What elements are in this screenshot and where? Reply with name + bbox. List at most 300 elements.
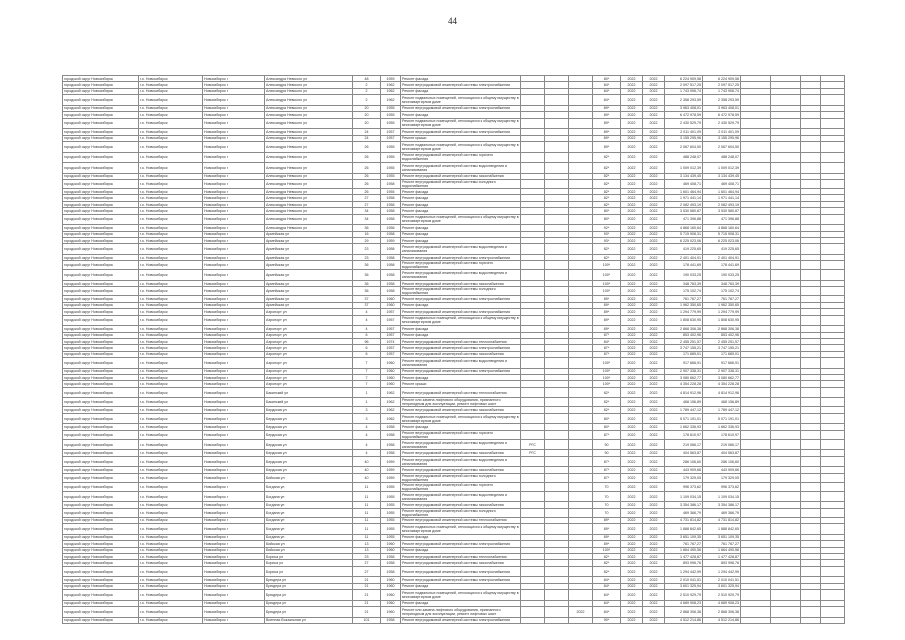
table-cell: 917 666,91 [665,358,703,369]
table-cell: 11 [353,491,381,502]
table-cell: Брюдера ул [265,600,353,606]
table-cell [545,617,569,623]
table-cell: 1958 [381,231,401,237]
table-cell: Новосибирск г [203,302,265,308]
table-cell: Новосибирск г [203,517,265,523]
table-cell [569,439,593,450]
table-cell: 2022 [621,368,643,374]
table-cell: 100* [593,270,621,281]
table-cell [521,315,545,326]
table-cell: 40 [353,456,381,467]
table-cell: Новосибирск г [203,326,265,332]
table-cell: 3 134 439,45 [665,173,703,179]
table-cell [741,180,771,189]
table-cell [521,430,545,439]
table-cell [801,214,821,225]
table-cell: городской округ Новосибирск [63,560,139,566]
table-cell: городской округ Новосибирск [63,189,139,195]
table-cell [801,118,821,129]
table-cell [521,287,545,296]
table-cell: 27 [353,195,381,201]
table-cell: 2022 [643,375,665,381]
table-cell: 1957 [381,351,401,357]
table-cell: 1955 [381,163,401,174]
table-cell: 3 651 109,35 [665,534,703,540]
table-cell: Новосибирск г [203,135,265,141]
table-cell: 4 [353,315,381,326]
table-cell: 89* [593,135,621,141]
table-cell: 4 868 160,64 [703,225,741,231]
table-cell: 89* [593,315,621,326]
table-cell: 3 155 295,96 [665,135,703,141]
table-cell: 2022 [643,450,665,456]
table-cell: 2022 [643,225,665,231]
table-cell: 2022 [621,607,643,618]
table-cell: городской округ Новосибирск [63,473,139,482]
table-body [63,76,845,624]
table-cell: 2022 [621,261,643,270]
table-cell: 2022 [643,600,665,606]
table-cell: 84* [593,577,621,583]
table-cell [569,163,593,174]
table-cell: 2022 [643,214,665,225]
table-cell [545,524,569,535]
table-cell [771,482,801,491]
table-cell: 1 789 447,12 [665,407,703,413]
table-cell: Ремонт подвальных помещений, относящихся к общему имуществу в многоквартирном доме [402,590,519,599]
table-cell: Ремонт фасада [401,225,521,231]
table-cell: 84* [593,95,621,106]
table-cell: 1957 [381,315,401,326]
table-row [63,607,845,618]
table-cell: 2022 [569,607,593,618]
table-cell: 80* [593,76,621,82]
table-cell: 1955 [381,534,401,540]
table-cell: 2022 [643,482,665,491]
table-cell: Новосибирск г [203,583,265,589]
table-cell [545,315,569,326]
table-cell: г.о. Новосибирск [139,189,203,195]
table-cell: Ремонт внутридомовой инженерной системы газоснабжения [401,407,521,413]
table-cell: Ремонт внутридомовой инженерной системы водоотведения и канализования [401,358,521,369]
table-cell: Бориса ул [265,560,353,566]
table-cell: 2022 [621,473,643,482]
table-cell: Богдана ул [265,508,353,517]
table-row [63,482,845,491]
table-cell [821,152,845,163]
table-cell [771,607,801,618]
table-cell: 219 066,17 [665,439,703,450]
table-cell: Ремонт фасада [401,547,521,553]
table-cell: 2022 [643,152,665,163]
table-cell [569,118,593,129]
table-cell: 4 354 228,28 [703,381,741,387]
table-cell: Ремонт внутридомовой инженерной системы теплоснабжения [401,387,521,398]
table-cell: 1 664 490,56 [665,547,703,553]
table-cell: 5 715 908,31 [703,231,741,237]
table-cell [801,398,821,407]
table-cell: 2 868 306,38 [703,326,741,332]
table-cell: 1958 [381,439,401,450]
table-cell [545,287,569,296]
table-cell: Ремонт подвальных помещений, относящихся к общему имуществу в многоквартирном доме [402,414,519,423]
table-cell: городской округ Новосибирск [63,302,139,308]
table-cell: 2022 [621,76,643,82]
table-cell: 1955 [381,112,401,118]
table-cell: 2022 [621,351,643,357]
table-cell: г.о. Новосибирск [139,345,203,351]
table-cell: 20 [353,105,381,111]
table-cell: Бийская ул [265,547,353,553]
table-row [63,315,845,326]
table-cell: 4 868 160,64 [665,225,703,231]
table-cell: 996 373,62 [665,482,703,491]
table-cell: 2022 [621,553,643,559]
table-cell [569,214,593,225]
table-cell: 2022 [643,456,665,467]
table-cell: Армейская ул [265,296,353,302]
table-cell: 2022 [643,541,665,547]
table-cell: 1955 [381,508,401,517]
table-cell: 2022 [621,281,643,287]
table-cell: 2022 [643,368,665,374]
table-cell: Ремонт или замена лифтового оборудования, признанного непригодным для эксплуатации, ремонт лифтовых шахт [401,398,521,407]
table-cell: 1958 [381,450,401,456]
table-cell: 92* [593,225,621,231]
table-cell: 1958 [381,553,401,559]
table-cell: г.о. Новосибирск [139,491,203,502]
table-cell: Армейская ул [265,287,353,296]
table-cell: г.о. Новосибирск [139,326,203,332]
table-cell: Ремонт фасада [401,302,521,308]
table-cell: 1 477 428,87 [703,553,741,559]
table-cell: 80* [593,413,621,424]
table-cell: городской округ Новосибирск [63,231,139,237]
table-cell: Ремонт внутридомовой инженерной системы электроснабжения [401,566,521,577]
table-cell: 1960 [381,302,401,308]
table-cell: Новосибирск г [203,375,265,381]
table-cell: 87* [593,345,621,351]
table-cell: 469 366,79 [665,508,703,517]
table-cell: 84* [593,607,621,618]
table-cell: 1 009 012,39 [703,163,741,174]
table-cell [821,398,845,407]
table-cell: г.о. Новосибирск [139,541,203,547]
table-cell: г.о. Новосибирск [139,398,203,407]
table-cell: 1958 [381,180,401,189]
table-cell: 761 767,27 [703,541,741,547]
table-cell: 23 [353,553,381,559]
table-cell: 100* [593,375,621,381]
table-cell [821,387,845,398]
table-cell: 1 009 012,39 [665,163,703,174]
table-cell: Новосибирск г [203,281,265,287]
table-cell: 1960 [381,607,401,618]
table-cell: Новосибирск г [203,255,265,261]
table-cell [801,152,821,163]
table-cell: Ремонт внутридомовой инженерной системы электроснабжения [401,129,521,135]
table-cell: 7 [353,368,381,374]
table-cell: 2022 [643,105,665,111]
table-cell: городской округ Новосибирск [63,261,139,270]
table-cell: Армейская ул [265,270,353,281]
table-cell [821,118,845,129]
table-cell: Армейская ул [265,238,353,244]
table-cell: Ремонт внутридомовой инженерной системы газоснабжения [401,502,521,508]
table-cell [771,141,801,152]
table-cell: 2 868 306,38 [665,326,703,332]
table-cell: г.о. Новосибирск [139,255,203,261]
table-cell [569,180,593,189]
table-cell: 20 [353,118,381,129]
table-cell: 1974 [381,338,401,344]
table-cell: 1 743 906,74 [703,88,741,94]
table-cell [521,473,545,482]
table-cell [521,456,545,467]
table-cell: Ремонт внутридомовой инженерной системы горячего водоснабжения [401,482,521,491]
table-cell: 2022 [621,600,643,606]
table-cell: 2022 [621,560,643,566]
table-cell: городской округ Новосибирск [63,225,139,231]
table-cell [741,398,771,407]
table-cell: Ремонт внутридомовой инженерной системы электроснабжения [401,541,521,547]
table-cell: 2022 [643,296,665,302]
table-cell: 89* [593,326,621,332]
table-cell: 100* [593,281,621,287]
table-cell [801,180,821,189]
table-cell: 1958 [381,195,401,201]
table-cell: 1 789 447,12 [703,407,741,413]
table-cell [821,180,845,189]
table-cell: 1962 [381,413,401,424]
table-cell: 1955 [381,105,401,111]
table-cell: Ремонт фасада [401,534,521,540]
table-cell: 1958 [381,617,401,623]
table-cell: 89* [593,517,621,523]
table-cell: 87* [593,473,621,482]
table-cell: 1 294 779,99 [703,309,741,315]
table-cell: 20 [353,112,381,118]
table-cell: г.о. Новосибирск [139,560,203,566]
table-cell: 84* [593,600,621,606]
table-cell: Бийская ул [265,541,353,547]
table-cell [741,607,771,618]
table-cell: Ремонт фасада [401,375,521,381]
table-cell: 4 689 908,23 [703,600,741,606]
table-cell: 7 [353,381,381,387]
table-cell: 1960 [381,375,401,381]
table-cell [771,358,801,369]
table-cell: г.о. Новосибирск [139,309,203,315]
table-cell: 82* [593,195,621,201]
table-cell [545,358,569,369]
table-cell: 2022 [621,214,643,225]
table-cell: г.о. Новосибирск [139,508,203,517]
table-cell: 2022 [643,208,665,214]
table-cell: 82* [593,553,621,559]
table-cell: Новосибирск г [203,231,265,237]
table-cell: 1957 [381,135,401,141]
table-cell: Богдана ул [265,517,353,523]
table-cell: 1 888 842,65 [703,524,741,535]
table-cell [801,358,821,369]
table-cell: 2022 [621,135,643,141]
table-cell: 2022 [643,617,665,623]
table-cell: 1960 [381,358,401,369]
table-cell: г.о. Новосибирск [139,270,203,281]
table-cell: 2 [353,82,381,88]
table-cell [821,287,845,296]
table-cell: городской округ Новосибирск [63,456,139,467]
table-cell [801,617,821,623]
table-cell: Военная Вокзальная ул [265,617,353,623]
table-cell: 89* [593,309,621,315]
table-cell: 4 512 214,86 [665,617,703,623]
table-cell: 1955 [381,482,401,491]
table-cell: Ремонт фасада [401,88,521,94]
table-cell [771,491,801,502]
table-cell: городской округ Новосибирск [63,152,139,163]
table-cell: 80* [593,424,621,430]
table-cell: городской округ Новосибирск [63,541,139,547]
table-cell: 100* [593,261,621,270]
table-cell: г.о. Новосибирск [139,315,203,326]
table-cell: 2022 [621,491,643,502]
table-cell: 6 224 909,58 [703,76,741,82]
table-cell: городской округ Новосибирск [63,517,139,523]
table-cell: Новосибирск г [203,577,265,583]
table-cell: 4 731 814,82 [703,517,741,523]
table-cell: 2 455 251,57 [703,338,741,344]
table-cell: 3 354 386,17 [665,502,703,508]
table-row [63,456,845,467]
table-cell: 80* [593,214,621,225]
table-cell [545,163,569,174]
table-cell [821,590,845,601]
table-cell: 2022 [643,180,665,189]
table-cell: городской округ Новосибирск [63,590,139,601]
table-cell: Александра Невского ул [265,201,353,207]
table-cell: Аэропорт ул [265,375,353,381]
table-cell: городской округ Новосибирск [63,326,139,332]
table-cell: Новосибирск г [203,381,265,387]
table-cell: городской округ Новосибирск [63,351,139,357]
table-cell: 2022 [621,577,643,583]
table-cell: Ремонт внутридомовой инженерной системы теплоснабжения [401,553,521,559]
table-cell: городской округ Новосибирск [63,332,139,338]
table-cell [821,261,845,270]
table-cell: 2022 [621,398,643,407]
table-cell [521,413,545,424]
table-cell: 2 097 517,25 [703,82,741,88]
table-cell: 13 [353,547,381,553]
table-cell: 2022 [643,398,665,407]
table-cell: 2022 [621,345,643,351]
table-cell: г.о. Новосибирск [139,302,203,308]
table-cell: Новосибирск г [203,225,265,231]
table-cell: г.о. Новосибирск [139,482,203,491]
table-cell: 3 080 662,77 [703,375,741,381]
table-cell: Новосибирск г [203,261,265,270]
table-cell: 29 [353,238,381,244]
table-cell: 11 [353,502,381,508]
table-cell [741,439,771,450]
table-cell: 2022 [643,413,665,424]
table-cell [771,387,801,398]
table-cell: 2022 [643,270,665,281]
table-cell: 87* [593,351,621,357]
table-cell: 13 [353,541,381,547]
table-cell: 2 430 529,79 [703,118,741,129]
table-cell: 4 731 814,82 [665,517,703,523]
table-cell: 1958 [381,214,401,225]
table-cell: Новосибирск г [203,76,265,82]
table-cell [569,482,593,491]
table-cell: 2 067 604,50 [665,141,703,152]
table-cell: Новосибирск г [203,473,265,482]
table-cell: 36 [353,225,381,231]
table-cell [569,141,593,152]
table-cell: 40 [353,467,381,473]
table-cell [741,508,771,517]
table-cell: 2022 [643,424,665,430]
table-cell: 419 225,65 [703,244,741,255]
table-cell: Ремонт подвальных помещений, относящихся к общему имуществу в многоквартирном доме [402,119,519,128]
table-cell: 6 224 909,58 [665,76,703,82]
table-cell [741,141,771,152]
table-row [63,508,845,517]
table-cell: 1955 [381,502,401,508]
table-cell: 16 [353,231,381,237]
table-cell: 3 747 155,21 [703,345,741,351]
table-cell: городской округ Новосибирск [63,450,139,456]
table-row [63,398,845,407]
table-cell: 2022 [621,338,643,344]
table-cell: 469 408,71 [703,180,741,189]
table-cell: 2022 [643,332,665,338]
table-cell [545,261,569,270]
table-cell: Новосибирск г [203,332,265,338]
table-cell: Ремонт внутридомовой инженерной системы теплоснабжения [401,517,521,523]
table-cell: 1957 [381,332,401,338]
table-cell: 3 747 155,21 [665,345,703,351]
table-cell [545,456,569,467]
table-cell: 1955 [381,189,401,195]
table-cell: 404 563,87 [665,450,703,456]
table-cell [741,524,771,535]
table-cell: Новосибирск г [203,351,265,357]
table-cell [801,456,821,467]
table-cell: 2 430 529,79 [665,118,703,129]
table-cell: 36 [353,270,381,281]
table-cell [771,590,801,601]
table-cell: Ремонт внутридомовой инженерной системы холодного водоснабжения [401,473,521,482]
table-cell: Бердская ул [265,467,353,473]
table-cell: 2 067 604,50 [703,141,741,152]
table-cell: городской округ Новосибирск [63,76,139,82]
table-cell: 1960 [381,577,401,583]
table-cell: 853 402,96 [703,332,741,338]
table-cell: 2022 [621,424,643,430]
table-cell: г.о. Новосибирск [139,424,203,430]
table-cell: городской округ Новосибирск [63,88,139,94]
table-cell: 84* [593,82,621,88]
table-cell: 2022 [621,195,643,201]
table-cell: Бердская ул [265,456,353,467]
table-cell: 80* [593,208,621,214]
table-cell [801,287,821,296]
table-cell: городской округ Новосибирск [63,566,139,577]
